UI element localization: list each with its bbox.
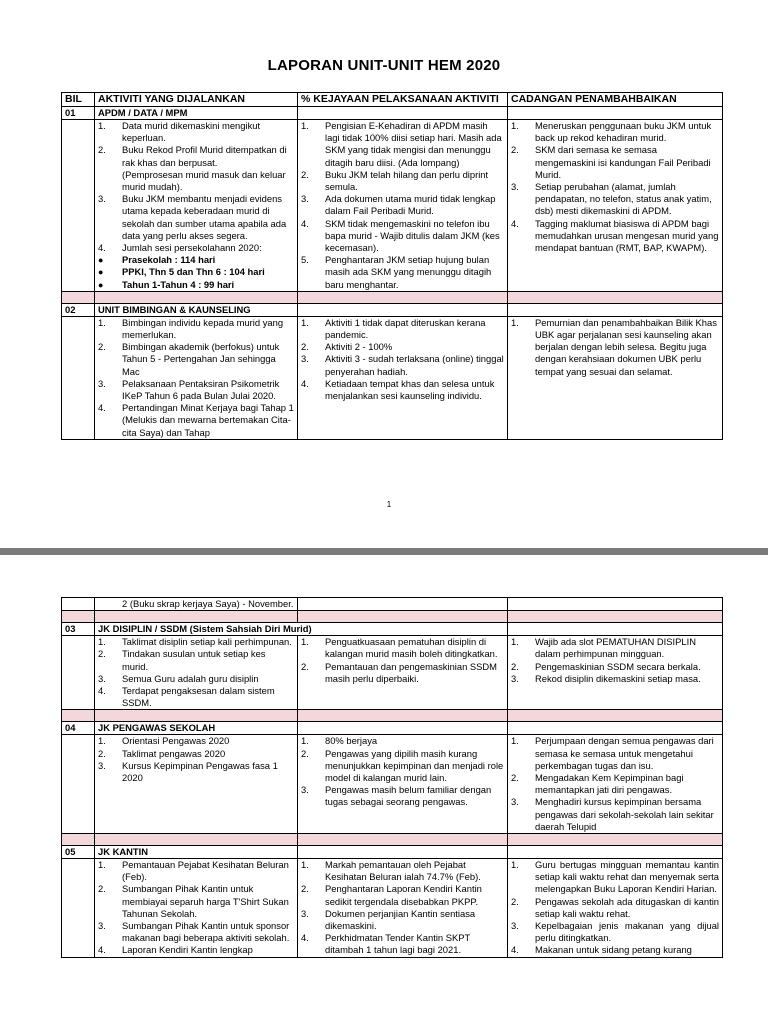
section-number: 05 bbox=[62, 846, 95, 859]
list-item: Bimbingan akademik (berfokus) untuk Tahun 5 - Pertengahan Jan sehingga Mac bbox=[122, 341, 280, 377]
table-row bbox=[62, 735, 723, 834]
list-item: 80% berjaya bbox=[325, 735, 378, 747]
list-item: Terdapat pengaksesan dalam sistem SSDM. bbox=[122, 685, 275, 709]
list-item: Kepelbagaian jenis makanan yang dijual perlu ditingkatkan. bbox=[535, 920, 719, 944]
cadangan-cell bbox=[508, 316, 723, 439]
list-item: Aktiviti 2 - 100% bbox=[325, 341, 393, 353]
list-item: Penghantaran JKM setiap hujung bulan masih ada SKM yang menunggu ditagih baru menghantar. bbox=[325, 254, 492, 290]
bullet-item: ● PPKI, Thn 5 dan Thn 6 : 104 hari bbox=[116, 266, 294, 278]
list-item: Ketiadaan tempat khas dan selesa untuk menjalankan sesi kaunseling individu. bbox=[325, 377, 495, 402]
report-table-continued bbox=[61, 597, 723, 958]
list-item: Bimbingan individu kepada murid yang memerlukan. bbox=[122, 316, 284, 341]
list-item: Aktiviti 1 tidak dapat diteruskan kerana pandemic. bbox=[325, 316, 486, 341]
section-title: JK DISIPLIN / SSDM (Sistem Sahsiah Diri Murid) bbox=[95, 623, 508, 636]
list-item: Pengemaskinian SSDM secara berkala. bbox=[535, 660, 701, 672]
list-item: Menghadiri kursus kepimpinan bersama pengawas dari sekolah-sekolah lain sekitar daerah Telupid bbox=[535, 796, 714, 832]
list-item: Penghantaran Laporan Kendiri Kantin sedikit tergendala disebabkan PKPP. bbox=[325, 883, 482, 907]
kejayaan-cell bbox=[298, 316, 508, 439]
aktiviti-cell bbox=[95, 316, 298, 439]
kejayaan-cell bbox=[298, 859, 508, 958]
aktiviti-cell bbox=[95, 598, 298, 611]
table-row bbox=[62, 316, 723, 439]
header-bil: BIL bbox=[62, 93, 95, 107]
list-item: Buku JKM telah hilang dan perlu diprint semula. bbox=[325, 168, 489, 193]
table-header-row bbox=[62, 93, 723, 107]
list-item: Pengawas sekolah ada ditugaskan di kantin setiap kali waktu rehat. bbox=[535, 895, 719, 919]
cadangan-cell bbox=[508, 120, 723, 292]
list-item: SKM dari semasa ke semasa mengemaskini isi kandungan Fail Peribadi Murid. bbox=[535, 144, 711, 180]
list-item: Pengawas yang dipilih masih kurang menunjukkan kepimpinan dan menjadi role model di kalangan murid lain. bbox=[325, 747, 504, 784]
list-item: Pemantauan Pejabat Kesihatan Beluran (Feb). bbox=[122, 859, 289, 883]
header-kejayaan: % KEJAYAAN PELAKSANAAN AKTIVITI bbox=[298, 93, 508, 107]
section-title: UNIT BIMBINGAN & KAUNSELING bbox=[95, 303, 298, 316]
list-item: Taklimat pengawas 2020 bbox=[122, 747, 226, 759]
section-heading-row bbox=[62, 107, 723, 120]
section-heading-row bbox=[62, 623, 723, 636]
list-item: SKM tidak mengemaskini no telefon ibu bapa murid - Wajib ditulis dalam JKM (kes kecemasan). bbox=[325, 217, 500, 254]
kejayaan-cell bbox=[298, 120, 508, 292]
list-item: Rekod disiplin dikemaskini setiap masa. bbox=[535, 672, 701, 684]
section-number: 01 bbox=[62, 107, 95, 120]
document-page-2 bbox=[0, 555, 768, 1024]
list-item: Pemurnian dan penambahbaikan Bilik Khas UBK agar perjalanan sesi kaunseling akan berjalan dengan lebih selesa. Begitu juga dengan kerahsiaan dokumen UBK perlu tempat yang sesuai dan selamat. bbox=[535, 316, 717, 377]
aktiviti-cell bbox=[95, 859, 298, 958]
list-item: Perkhidmatan Tender Kantin SKPT ditambah 1 tahun lagi bagi 2021. bbox=[325, 932, 471, 956]
list-item: Semua Guru adalah guru disiplin bbox=[122, 672, 259, 684]
separator-row bbox=[62, 611, 723, 623]
list-item: Orientasi Pengawas 2020 bbox=[122, 735, 230, 747]
section-heading-row bbox=[62, 722, 723, 735]
list-item: Buku Rekod Profil Murid ditempatkan di rak khas dan berpusat. bbox=[122, 144, 287, 168]
list-item: Sumbangan Pihak Kantin untuk sponsor makanan bagi beberapa aktiviti sekolah. bbox=[122, 920, 290, 944]
cadangan-cell bbox=[508, 636, 723, 710]
header-aktiviti: AKTIVITI YANG DIJALANKAN bbox=[95, 93, 298, 107]
list-item: Tindakan susulan untuk setiap kes murid. bbox=[122, 648, 266, 672]
section-title: JK PENGAWAS SEKOLAH bbox=[95, 722, 298, 735]
aktiviti-cell bbox=[95, 735, 298, 834]
list-item: Kursus Kepimpinan Pengawas fasa 1 2020 bbox=[122, 759, 278, 784]
cadangan-cell bbox=[508, 859, 723, 958]
list-item: Aktiviti 3 - sudah terlaksana (online) tinggal penyerahan hadiah. bbox=[325, 353, 504, 377]
list-item-continuation: (Pemprosesan murid masuk dan keluar murid mudah). bbox=[122, 168, 286, 193]
list-item: Markah pemantauan oleh Pejabat Kesihatan Beluran ialah 74.7% (Feb). bbox=[325, 859, 481, 883]
list-item: Makanan untuk sidang petang kurang bbox=[535, 944, 692, 956]
page-number: 1 bbox=[386, 500, 392, 509]
table-row bbox=[62, 859, 723, 958]
list-item: Setiap perubahan (alamat, jumlah pendapatan, no telefon, status anak yatim, dsb) mesti dikemaskini di APDM. bbox=[535, 181, 712, 217]
list-item: Penguatkuasaan pematuhan disiplin di kalangan murid masih boleh ditingkatkan. bbox=[325, 636, 498, 660]
kejayaan-cell bbox=[298, 735, 508, 834]
list-item: Taklimat disiplin setiap kali perhimpunan. bbox=[122, 636, 292, 648]
table-row bbox=[62, 120, 723, 292]
section-title: JK KANTIN bbox=[95, 846, 298, 859]
list-item: Buku JKM membantu menjadi evidens utama kepada keberadaan murid di sekolah dan sumber utama apabila ada data yang perlu akses segera. bbox=[122, 193, 287, 241]
list-item: Laporan Kendiri Kantin lengkap bbox=[122, 944, 253, 956]
table-row bbox=[62, 636, 723, 710]
section-heading-row bbox=[62, 303, 723, 316]
section-title: APDM / DATA / MPM bbox=[95, 107, 298, 120]
list-item: Pemantauan dan pengemaskinian SSDM masih perlu diperbaiki. bbox=[325, 660, 497, 684]
separator-row bbox=[62, 834, 723, 846]
section-number: 04 bbox=[62, 722, 95, 735]
bullet-item: ● Prasekolah : 114 hari bbox=[116, 254, 294, 266]
list-item: Ada dokumen utama murid tidak lengkap dalam Fail Peribadi Murid. bbox=[325, 193, 496, 217]
header-cadangan: CADANGAN PENAMBAHBAIKAN bbox=[508, 93, 723, 107]
report-title: LAPORAN UNIT-UNIT HEM 2020 bbox=[267, 57, 501, 74]
section-number: 02 bbox=[62, 303, 95, 316]
list-item-continuation: 2 (Buku skrap kerjaya Saya) - November. bbox=[122, 598, 294, 609]
list-item: Meneruskan penggunaan buku JKM untuk back up rekod kehadiran murid. bbox=[535, 120, 712, 144]
section-heading-row bbox=[62, 846, 723, 859]
list-item: Dokumen perjanjian Kantin sentiasa dikemaskini. bbox=[325, 907, 476, 932]
list-item: Pelaksanaan Pentaksiran Psikometrik IKeP Tahun 6 pada Bulan Julai 2020. bbox=[122, 377, 280, 402]
list-item: Jumlah sesi persekolahann 2020: bbox=[122, 242, 262, 254]
cadangan-cell bbox=[508, 735, 723, 834]
aktiviti-cell bbox=[95, 636, 298, 710]
kejayaan-cell bbox=[298, 636, 508, 710]
aktiviti-cell bbox=[95, 120, 298, 292]
list-item: Wajib ada slot PEMATUHAN DISIPLIN dalam perhimpunan mingguan. bbox=[535, 636, 696, 660]
list-item: Pengisian E-Kehadiran di APDM masih lagi tidak 100% diisi setiap hari. Masih ada SKM yang tidak mengisi dan menunggu ditagih baru diisi. (Ada lompang) bbox=[325, 120, 502, 168]
separator-row bbox=[62, 710, 723, 722]
list-item: Sumbangan Pihak Kantin untuk membiayai separuh harga T'Shirt Sukan Tahunan Sekolah. bbox=[122, 883, 289, 919]
report-table bbox=[61, 92, 723, 440]
section-number: 03 bbox=[62, 623, 95, 636]
list-item: Mengadakan Kem Kepimpinan bagi memantapkan jati diri pengawas. bbox=[535, 772, 684, 796]
list-item: Guru bertugas mingguan memantau kantin setiap kali waktu rehat dan menyemak serta melengapkan Buku Laporan Kendiri Harian. bbox=[535, 859, 719, 895]
list-item: Tagging maklumat biasiswa di APDM bagi memudahkan urusan mengesan murid yang mendapat bantuan (RMT, BAP, KWAPM). bbox=[535, 217, 719, 254]
list-item: Data murid dikemaskini mengikut keperluan. bbox=[122, 120, 261, 144]
separator-row bbox=[62, 291, 723, 303]
list-item: Pertandingan Minat Kerjaya bagi Tahap 1 (Melukis dan mewarna bertemakan Cita-cita Saya) dan Tahap bbox=[122, 402, 294, 438]
bullet-item: ● Tahun 1-Tahun 4 : 99 hari bbox=[116, 279, 294, 291]
table-row bbox=[62, 598, 723, 611]
list-item: Pengawas masih belum familiar dengan tugas sebagai seorang pengawas. bbox=[325, 784, 492, 808]
list-item: Perjumpaan dengan semua pengawas dari semasa ke semasa untuk mengetahui perkembagan tugas dan isu. bbox=[535, 735, 714, 771]
